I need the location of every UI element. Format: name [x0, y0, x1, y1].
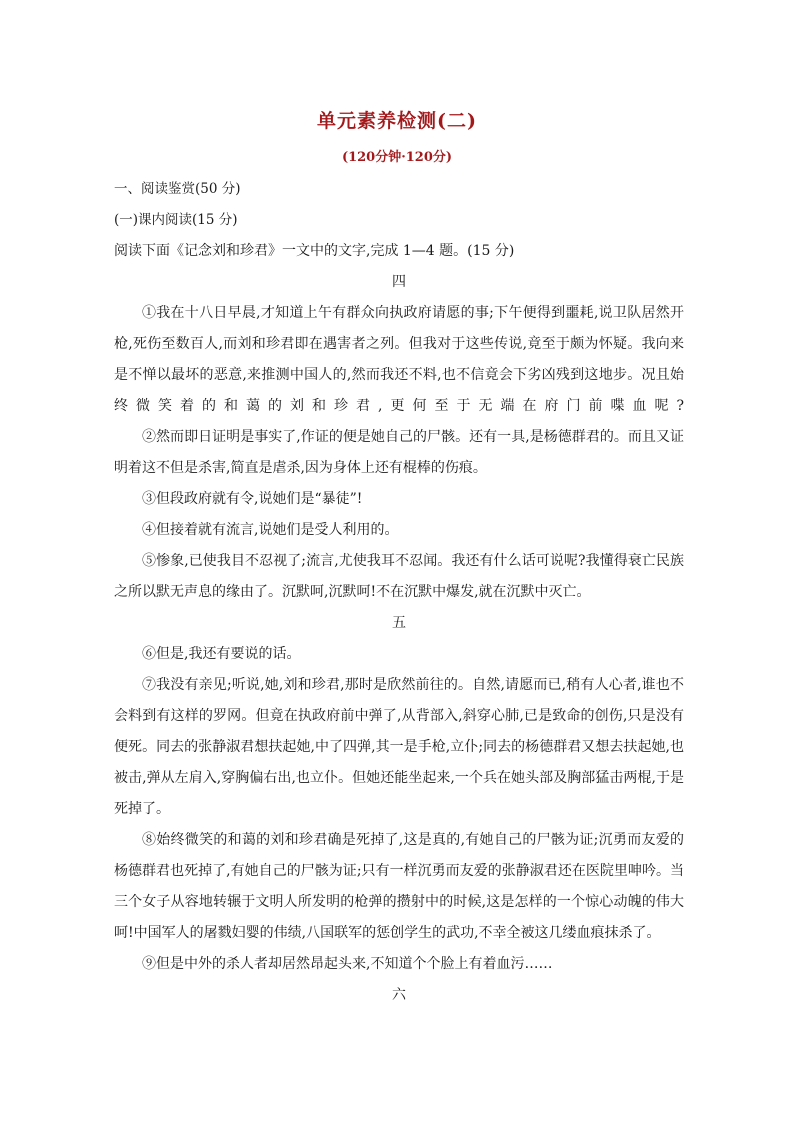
section-number-4: 四	[392, 274, 406, 290]
paragraph-5: ⑤惨象,已使我目不忍视了;流言,尤使我耳不忍闻。我还有什么话可说呢?我懂得衰亡民族之所以默无声息的缘由了。沉默呵,沉默呵!不在沉默中爆发,就在沉默中灭亡。	[114, 553, 684, 600]
document-title: 单元素养检测(二)	[317, 110, 477, 132]
section-number-6: 六	[392, 987, 406, 1003]
paragraph-7: ⑦我没有亲见;听说,她,刘和珍君,那时是欣然前往的。自然,请愿而已,稍有人心者,谁也不会料到有这样的罗网。但竟在执政府前中弹了,从背部入,斜穿心肺,已是致命的创伤,只是没有便死。同去的张静淑君想扶起她,中了四弹,其一是手枪,立仆;同去的杨德群君又想去扶起她,也被击,弹从左肩入,穿胸偏右出,也立仆。但她还能坐起来,一个兵在她头部及胸部猛击两棍,于是死掉了。	[114, 677, 684, 817]
paragraph-4: ④但接着就有流言,说她们是受人利用的。	[142, 522, 399, 538]
paragraph-3: ③但段政府就有令,说她们是“暴徒”!	[142, 491, 363, 507]
paragraph-6: ⑥但是,我还有要说的话。	[142, 646, 301, 662]
document-subtitle: (120分钟·120分)	[341, 150, 453, 165]
document-body	[114, 174, 684, 1011]
section-number-5: 五	[392, 615, 406, 631]
subsection-heading-in-class: (一)课内阅读(15 分)	[114, 212, 238, 228]
paragraph-9: ⑨但是中外的杀人者却居然昂起头来,不知道个个脸上有着血污……	[142, 956, 553, 972]
paragraph-8: ⑧始终微笑的和蔼的刘和珍君确是死掉了,这是真的,有她自己的尸骸为证;沉勇而友爱的杨德群君也死掉了,有她自己的尸骸为证;只有一样沉勇而友爱的张静淑君还在医院里呻吟。当三个女子从容地转辗于文明人所发明的枪弹的攒射中的时候,这是怎样的一个惊心动魄的伟大呵!中国军人的屠戮妇婴的伟绩,八国联军的惩创学生的武功,不幸全被这几缕血痕抹杀了。	[114, 832, 684, 941]
paragraph-2: ②然而即日证明是事实了,作证的便是她自己的尸骸。还有一具,是杨德群君的。而且又证明着这不但是杀害,简直是虐杀,因为身体上还有棍棒的伤痕。	[114, 429, 684, 476]
paragraph-1: ①我在十八日早晨,才知道上午有群众向执政府请愿的事;下午便得到噩耗,说卫队居然开枪,死伤至数百人,而刘和珍君即在遇害者之列。但我对于这些传说,竟至于颇为怀疑。我向来是不惮以最坏的恶意,来推测中国人的,然而我还不料,也不信竟会下劣凶残到这地步。况且始终微笑着的和蔼的刘和珍君,更何至于无端在府门前喋血呢?	[114, 305, 684, 414]
instruction-text: 阅读下面《记念刘和珍君》一文中的文字,完成 1—4 题。(15 分)	[114, 243, 515, 259]
section-heading-reading: 一、阅读鉴赏(50 分)	[114, 181, 241, 197]
